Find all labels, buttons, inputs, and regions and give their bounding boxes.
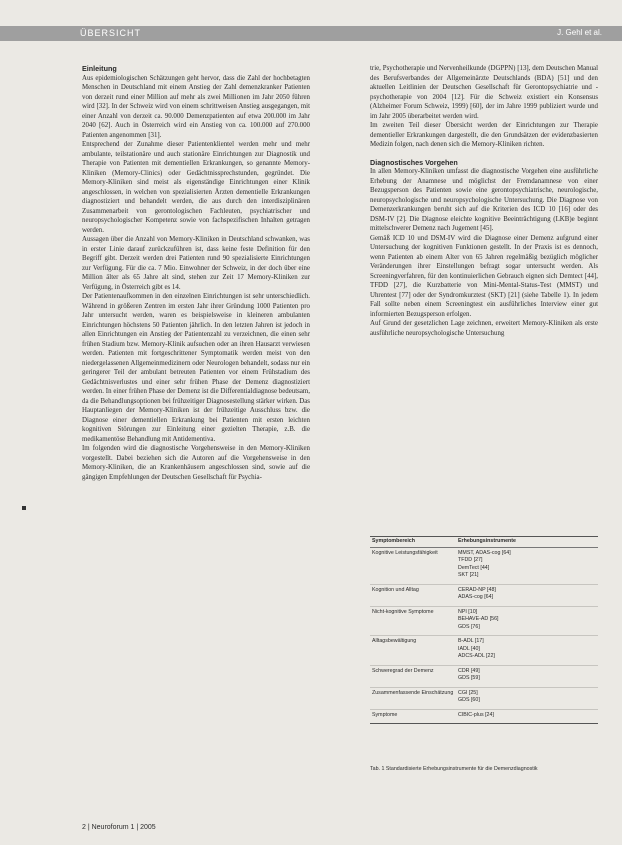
- instrument-item: CERAD-NP [48]: [458, 586, 496, 593]
- paragraph: Entsprechend der Zunahme dieser Patientenklientel werden mehr und mehr ambulante, teilstationäre und auch stationäre Einrichtungen zur Diagnostik und Therapie von Patienten mit dementiellen Erkrankungen, so genannte Memory-Kliniken (Memory-Clinics) oder Gedächtnissprechstunden, gegründet. Die Memory-Kliniken sind meist als eigenständige Einrichtungen einer Klinik angeschlossen, in welchen von spezialisierten Ärzten dementielle Erkrankungen diagnostiziert und behandelt werden, die aus durch den interdisziplinären Zusammenarbeit von gerontologischen Fachleuten, psychiatrischer und neuropsychologischer Kompetenz sowie von fachspezifischen Inhalten getragen werden.: [82, 141, 310, 234]
- instrument-item: ADAS-cog [64]: [458, 594, 494, 600]
- instrument-item: BEHAVE-AD [56]: [458, 616, 499, 622]
- paragraph: trie, Psychotherapie und Nervenheilkunde (DGPPN) [13], dem Deutschen Manual des Berufsverbandes der Allgemeinärzte Deutschlands (BDA) [51] und den aktuellen Leitlinien der Deutschen Gesellschaft für Gerontopsychiatrie und -psychotherapie von 2004 [12]. Für die Schweiz existiert ein Konsensus (Alzheimer Forum Schweiz, 1999) [60], der im Jahre 1999 publiziert wurde und im Jahr 2005 überarbeitet werden wird.: [370, 65, 598, 120]
- paragraph: Gemäß ICD 10 und DSM-IV wird die Diagnose einer Demenz aufgrund einer Untersuchung der kognitiven Funktionen gestellt. In der Praxis ist es dennoch, wenn Patienten ab einem Alter von 65 Jahren regelmäßig bezüglich möglicher Veränderungen ihrer Einstellungen befragt sogar untersucht werden. Als Screeningverfahren, für den kontinuierlichen Gebrauch eignen sich Demtect [44], TFDD [27], die Kurzbatterie von Mini-Mental-Status-Test (MMST) und Uhrentest [77] oder der Syndromkurztest (SKT) [21] (siehe Tabelle 1). In jedem Fall sollte neben einem Screeningtest ein ausführliches Interview einer gut informierten Bezugsperson erfolgen.: [370, 234, 598, 318]
- instrument-cell: [458, 550, 598, 580]
- left-column: [82, 64, 310, 482]
- instrument-item: ADCS-ADL [22]: [458, 653, 495, 659]
- symptom-domain-cell: Zusammenfassende Einschätzung: [372, 689, 454, 696]
- table-header-row: [370, 537, 598, 548]
- symptom-domain-cell: Kognitive Leistungsfähigkeit: [372, 549, 438, 556]
- margin-marker: [22, 506, 26, 510]
- symptom-domain-cell: Schweregrad der Demenz: [372, 667, 434, 674]
- instrument-table: [370, 536, 598, 724]
- instrument-item: SKT [21]: [458, 572, 479, 578]
- instrument-item: CIBIC-plus [24]: [458, 711, 494, 718]
- page-footer: 2 | Neuroforum 1 | 2005: [82, 824, 156, 831]
- instrument-item: IADL [40]: [458, 645, 480, 652]
- instrument-item: DemTect [44]: [458, 564, 490, 571]
- section-heading-introduction: Einleitung: [82, 64, 117, 73]
- instrument-cell: [458, 668, 598, 683]
- instrument-item: B-ADL [17]: [458, 638, 484, 644]
- symptom-domain-cell: Nicht-kognitive Symptome: [372, 608, 434, 615]
- paragraph: Aus epidemiologischen Schätzungen geht hervor, dass die Zahl der hochbetagten Menschen in Deutschland mit einem Anstieg der Zahl demenzkranker Patienten von derzeit rund einer Million auf mehr als zwei Millionen im Jahr 2050 führen wird [32]. In der Schweiz wird von einem schrittweisen Anstieg ausgegangen, mit einer Anzahl von derzeit ca. 90.000 Demenzpatienten auf etwa 200.000 im Jahr 2040 [62]. Auch in Österreich wird ein Anstieg von ca. 100.000 auf 270.000 Patienten angenommen [31].: [82, 74, 310, 139]
- paragraph: Auf Grund der gesetzlichen Lage zeichnen, erweitert Memory-Kliniken als erste ausführliche neuropsychologische Untersuchung: [370, 320, 598, 337]
- table-row: [370, 585, 598, 607]
- instrument-item: NPI [10]: [458, 608, 478, 615]
- table-header-cell: Erhebungsinstrumente: [458, 538, 516, 544]
- table-caption: Tab. 1 Standardisierte Erhebungsinstrumente für die Demenzdiagnostik: [370, 766, 538, 772]
- instrument-item: GDS [60]: [458, 697, 480, 703]
- instrument-cell: [458, 712, 598, 720]
- table-row: [370, 710, 598, 724]
- instrument-item: GDS [76]: [458, 623, 480, 630]
- paragraph: Im folgenden wird die diagnostische Vorgehensweise in den Memory-Kliniken vorgestellt. Dabei beziehen sich die Autoren auf die Vorgehensweise in den Memory-Kliniken, die an Krankenhäusern angeschlossen sind, sowie auf die gängigen Empfehlungen der Deutschen Gesellschaft für Psychia-: [82, 445, 310, 481]
- table-row: [370, 548, 598, 585]
- paragraph: Aussagen über die Anzahl von Memory-Kliniken in Deutschland schwanken, was in erster Linie darauf zurückzuführen ist, dass keine feste Definition für den Begriff gibt. Derzeit werden drei Patienten rund 90 spezialisierte Einrichtungen zur Verfügung. Für die ca. 7 Mio. Einwohner der Schweiz, in der doch über eine Million älter als 65 Jahre alt sind, stehen zur Zeit 17 Memory-Kliniken zur Verfügung, in Österreich gibt es 14.: [82, 236, 310, 291]
- instrument-item: CDR [49]: [458, 667, 480, 674]
- instrument-cell: [458, 609, 598, 632]
- instrument-cell: [458, 638, 598, 661]
- author-label: J. Gehl et al.: [557, 28, 602, 37]
- table-row: [370, 636, 598, 666]
- table-body: [370, 548, 598, 724]
- table-row: [370, 607, 598, 637]
- instrument-item: MMST, ADAS-cog [64]: [458, 549, 511, 556]
- right-column: [370, 64, 598, 338]
- instrument-item: TFDD [27]: [458, 557, 483, 563]
- instrument-item: CGI [25]: [458, 689, 478, 696]
- paragraph: Im zweiten Teil dieser Übersicht werden der Einrichtungen zur Therapie dementieller Erkrankungen dargestellt, die den Grundsätzen der evidenzbasierten Medizin folgen, nach denen sich die Memory-Kliniken richten.: [370, 122, 598, 148]
- symptom-domain-cell: Alltagsbewältigung: [372, 638, 417, 644]
- instrument-item: GDS [59]: [458, 675, 480, 681]
- paragraph: In allen Memory-Kliniken umfasst die diagnostische Vorgehen eine ausführliche Erhebung der Anamnese und möglichst der Fremdanamnese von einer Bezugsperson des Patienten sowie eine gerontopsychiatrische, neurologische, neuropsychologische und neuropsychologische Untersuchung. Die Diagnose von Demenzerkrankungen beruht sich auf die Kriterien des ICD 10 [16] oder des DSM-IV [2]. Die Diagnose eleichte kognitive Beeinträchtigung (LKB)e beginnt mittelschwerer Demenz nach Jugement [45].: [370, 168, 598, 232]
- table-header-cell: Symptombereich: [372, 538, 415, 544]
- instrument-cell: [458, 690, 598, 705]
- symptom-domain-cell: Symptome: [372, 711, 398, 718]
- symptom-domain-cell: Kognition und Alltag: [372, 586, 419, 593]
- instrument-cell: [458, 587, 598, 602]
- section-heading-diagnostics: Diagnostisches Vorgehen: [370, 157, 458, 167]
- table-row: [370, 688, 598, 710]
- section-label: ÜBERSICHT: [80, 28, 142, 38]
- table-row: [370, 666, 598, 688]
- section-header-bar: [0, 26, 622, 41]
- paragraph: Der Patientenaufkommen in den einzelnen Einrichtungen ist sehr unterschiedlich. Während in größeren Zentren im ersten Jahr ihrer Gründung 1000 Patienten pro Jahr untersucht werden, waren es beispielsweise in kleineren ambulanten Einrichtungen höchstens 50 Patienten jährlich. In den letzten Jahren ist jedoch in allen Einrichtungen ein Anstieg der Patientenzahl zu verzeichnen, die einen sehr frühen Stadium bzw. Memory-Klinik aufsuchen oder an ihren Hausarzt verwiesen werden. Patienten mit fortgeschrittener Symptomatik werden meist von den niedergelassenen Allgemeinmedizinern oder Neurologen behandelt, sodass nur ein geringerer Teil der ambulant betreuten Patienten vor einem Frühstadium des Gedächtnisverlustes und einer sehr frühen Phase der Demenz diagnostiziert werden. In einer frühen Phase der Demenz ist die Differentialdiagnose bedeutsam, da die Behandlungsoptionen bei frühzeitiger Diagnosestellung stärker wirken. Das Hauptanliegen der Memory-Kliniken ist der frühzeitige Ausschluss bzw. die Diagnose einer dementiellen Erkrankung bei Patienten mit ersten leichten kognitiven Störungen zur Einleitung einer gezielten Therapie, z.B. die medikamentöse Behandlung mit Antidementiva.: [82, 293, 310, 443]
